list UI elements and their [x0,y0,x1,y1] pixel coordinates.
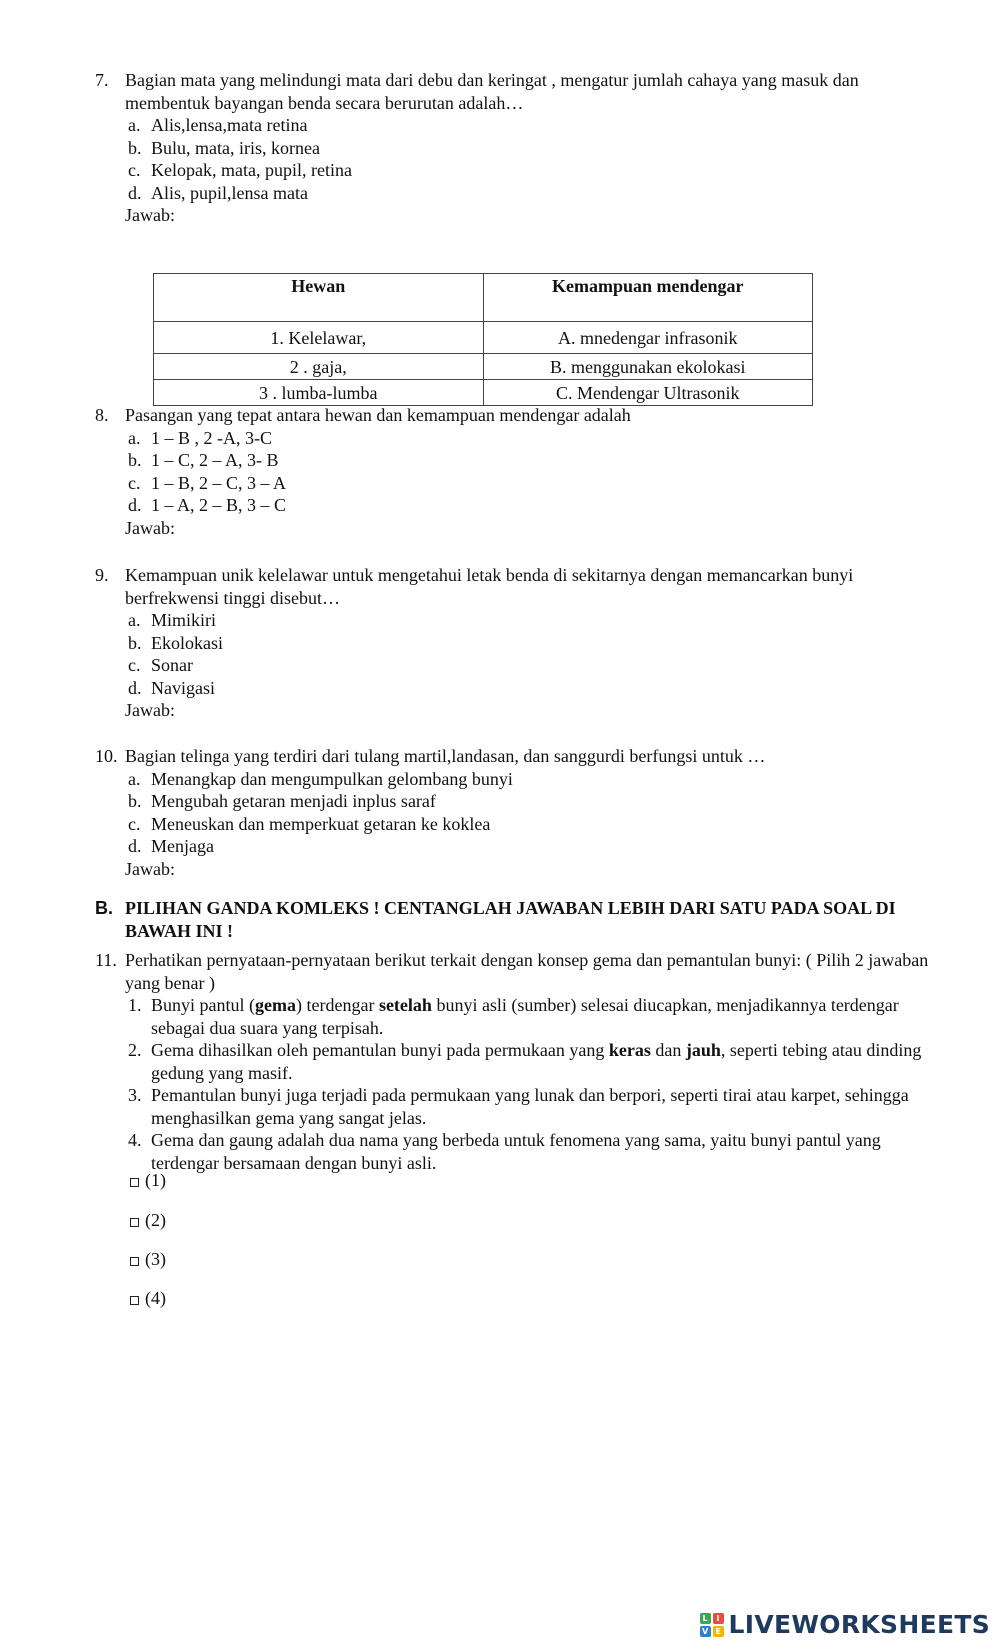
statement-4: 4. Gema dan gaung adalah dua nama yang berbeda untuk fenomena yang sama, yaitu bunyi pantul yang terdengar bersamaan dengan bunyi asli. [128,1130,881,1173]
option-d: d. 1 – A, 2 – B, 3 – C [128,495,287,515]
statement-3: 3. Pemantulan bunyi juga terjadi pada permukaan yang lunak dan berpori, seperti tirai atau karpet, sehingga menghasilkan gema yang sangat jelas. [128,1085,909,1128]
statement-1: 1. Bunyi pantul (gema) terdengar setelah bunyi asli (sumber) selesai diucapkan, menjadikannya terdengar sebagai dua suara yang terpisah. [128,995,899,1038]
table-cell: A. mnedengar infrasonik [483,322,813,354]
matching-table [153,273,813,406]
question-7 [95,69,935,227]
option-c: c. Kelopak, mata, pupil, retina [128,160,352,180]
table-header-hewan: Hewan [154,274,484,322]
checkbox-choice-4[interactable]: (4) [130,1288,166,1309]
option-c: c. Meneuskan dan memperkuat getaran ke koklea [128,813,491,834]
table-row [154,354,813,380]
checkbox-icon[interactable] [130,1218,139,1227]
option-c: c. Sonar [128,655,193,675]
table-header-kemampuan: Kemampuan mendengar [483,274,813,322]
question-text: Perhatikan pernyataan-pernyataan berikut terkait dengan konsep gema dan pemantulan bunyi: ( Pilih 2 jawaban yang benar ) [125,950,929,993]
question-11 [95,949,935,1174]
question-text: Bagian mata yang melindungi mata dari debu dan keringat , mengatur jumlah cahaya yang masuk dan membentuk bayangan benda secara berurutan adalah… [125,70,859,113]
answer-label: Jawab: [125,205,175,225]
checkbox-choice-2[interactable]: (2) [130,1210,166,1231]
question-number: 10. [95,746,118,766]
answer-label: Jawab: [125,858,175,879]
option-b: b. Mengubah getaran menjadi inplus saraf [128,791,436,811]
checkbox-choice-3[interactable]: (3) [130,1249,166,1270]
checkbox-icon[interactable] [130,1296,139,1305]
section-b-heading [95,897,935,942]
question-number: 8. [95,405,109,425]
liveworksheets-logo [700,1610,990,1639]
option-d: d. Alis, pupil,lensa mata [128,182,308,203]
question-8 [95,404,935,539]
table-cell: B. menggunakan ekolokasi [483,354,813,380]
answer-label: Jawab: [125,700,175,720]
question-number: 11. [95,950,117,970]
section-title: PILIHAN GANDA KOMLEKS ! CENTANGLAH JAWABAN LEBIH DARI SATU PADA SOAL DI BAWAH INI ! [125,898,896,941]
option-b: b. Bulu, mata, iris, kornea [128,137,320,158]
question-9 [95,564,935,722]
question-text: Kemampuan unik kelelawar untuk mengetahui letak benda di sekitarnya dengan memancarkan bunyi berfrekwensi tinggi disebut… [125,565,854,608]
table-row [154,322,813,354]
option-a: a. 1 – B , 2 -A, 3-C [128,427,272,448]
checkbox-icon[interactable] [130,1257,139,1266]
question-text: Bagian telinga yang terdiri dari tulang martil,landasan, dan sanggurdi berfungsi untuk … [125,746,766,766]
question-number: 7. [95,70,109,90]
option-d: d. Navigasi [128,677,215,698]
logo-text: LIVEWORKSHEETS [728,1610,990,1639]
option-d: d. Menjaga [128,836,214,856]
option-b: b. Ekolokasi [128,632,223,653]
option-b: b. 1 – C, 2 – A, 3- B [128,450,279,470]
answer-label: Jawab: [125,517,175,538]
table-cell: 2 . gaja, [154,354,484,380]
option-a: a. Menangkap dan mengumpulkan gelombang bunyi [128,768,513,789]
checkbox-choice-1[interactable]: (1) [130,1170,166,1191]
logo-icon: L I V E [700,1613,724,1637]
option-c: c. 1 – B, 2 – C, 3 – A [128,472,287,493]
table-cell: C. Mendengar Ultrasonik [483,380,813,406]
table-cell: 1. Kelelawar, [154,322,484,354]
section-letter: B. [95,898,113,918]
question-text: Pasangan yang tepat antara hewan dan kemampuan mendengar adalah [125,405,631,425]
option-a: a. Alis,lensa,mata retina [128,115,308,135]
table-row [154,380,813,406]
question-10 [95,745,935,880]
table-cell: 3 . lumba-lumba [154,380,484,406]
checkbox-icon[interactable] [130,1178,139,1187]
question-number: 9. [95,565,109,585]
statement-2: 2. Gema dihasilkan oleh pemantulan bunyi pada permukaan yang keras dan jauh, seperti tebing atau dinding gedung yang masif. [128,1040,922,1083]
option-a: a. Mimikiri [128,610,217,630]
